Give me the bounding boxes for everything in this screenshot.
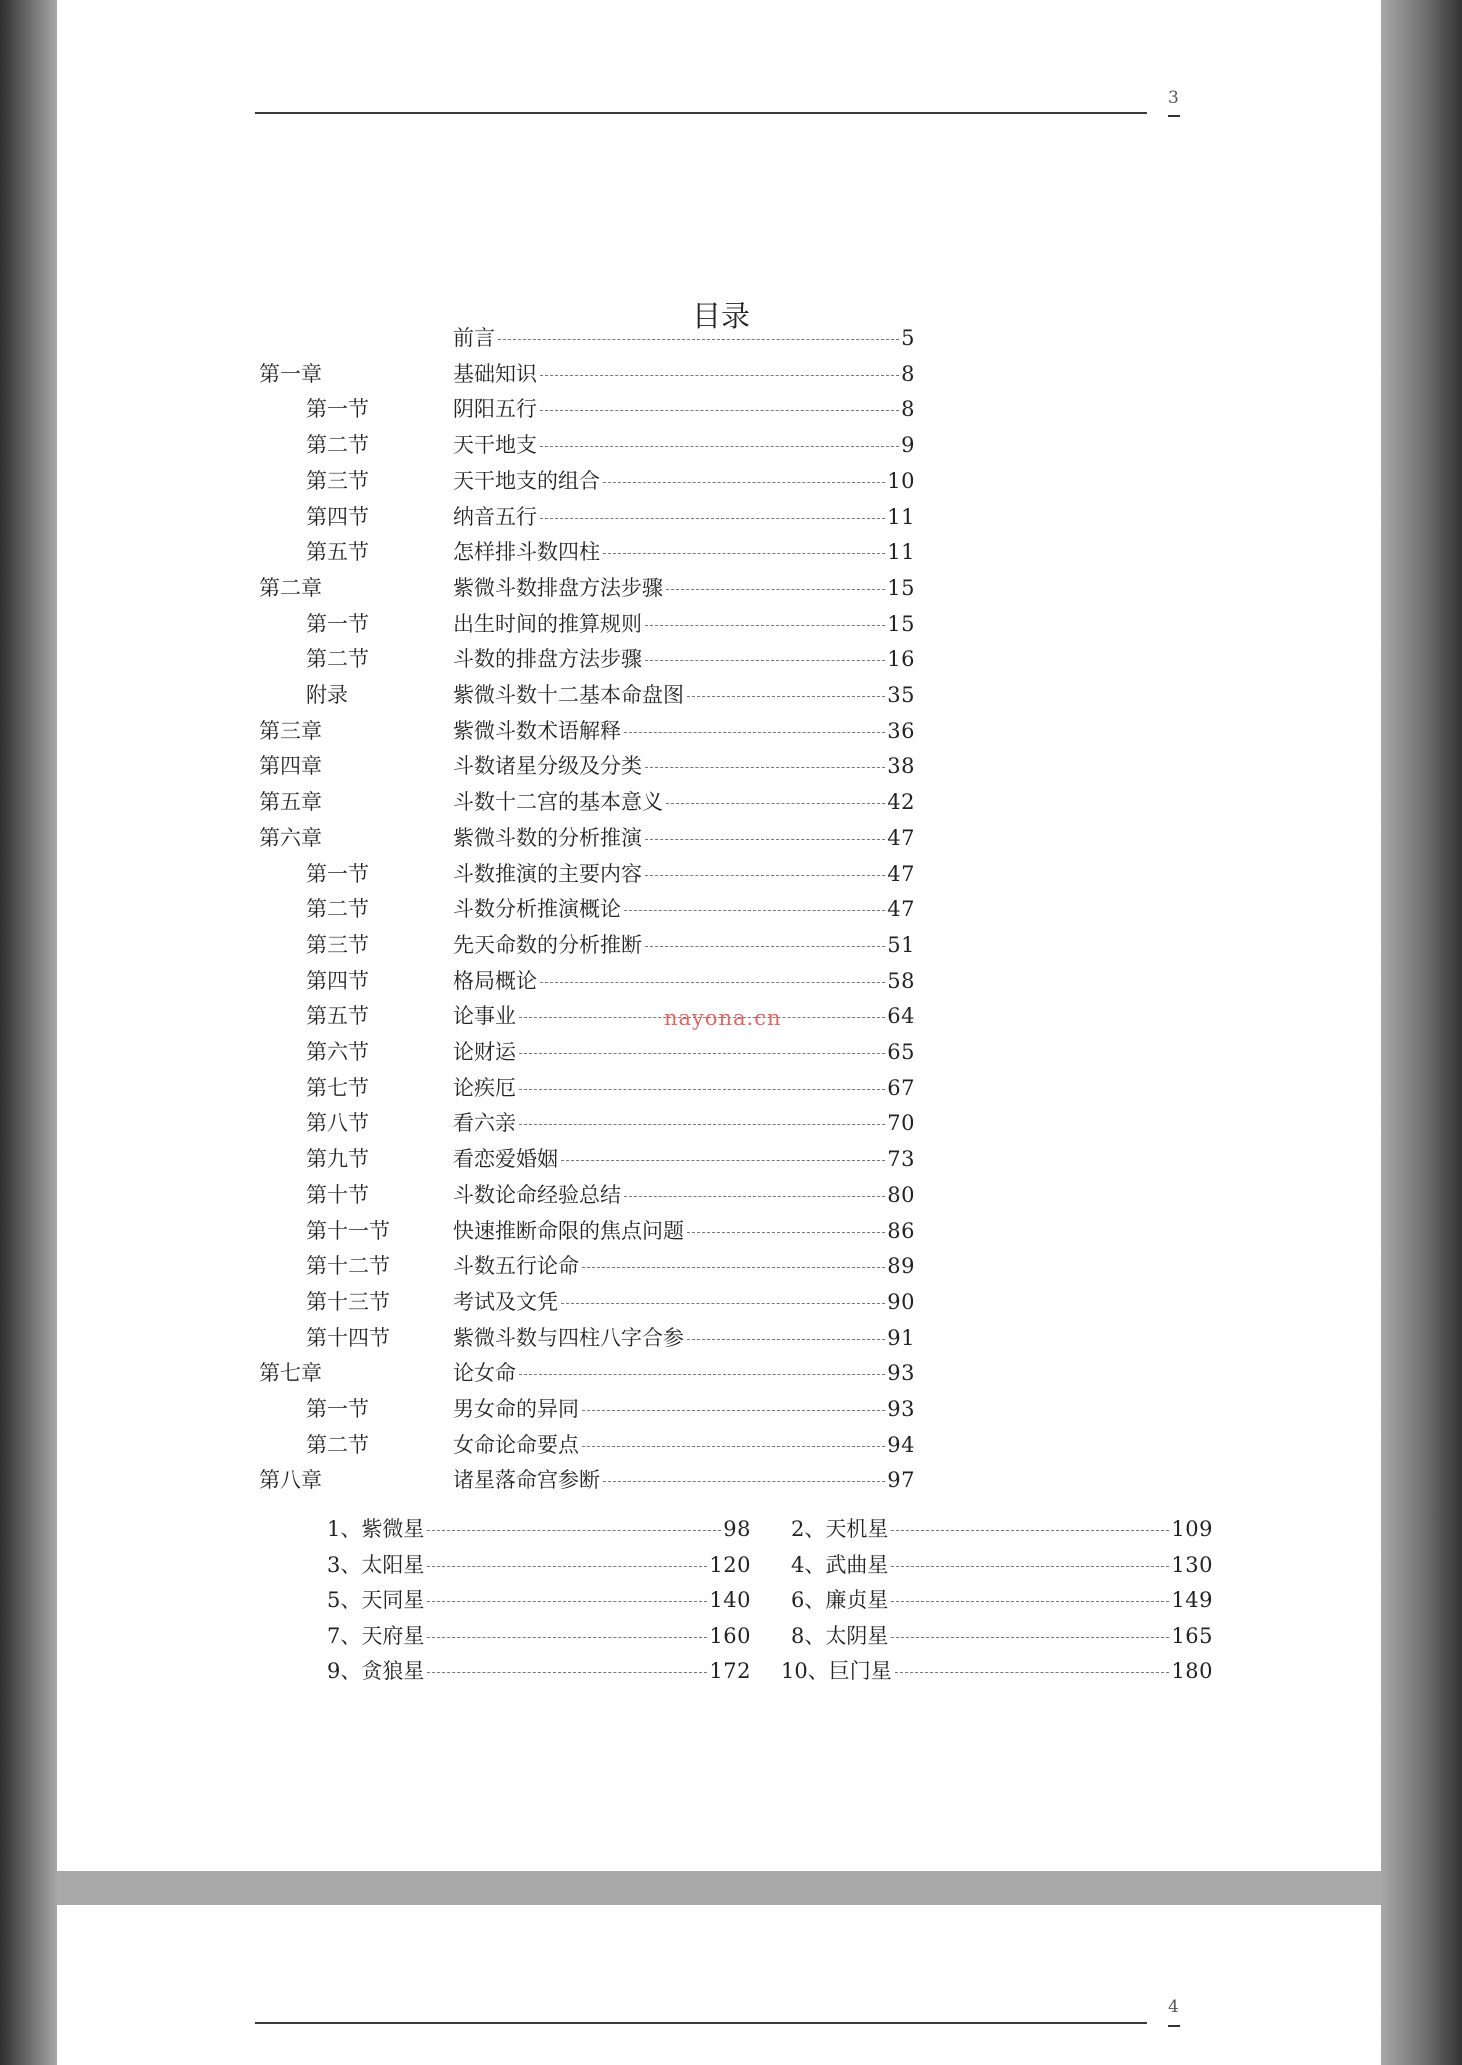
header-page-number: 4 [1168, 1997, 1179, 2017]
star-name: 天府星 [361, 1623, 425, 1648]
toc-entry-page: 51 [887, 932, 915, 957]
toc-label: 附录 [306, 683, 348, 707]
toc-entry-page: 91 [887, 1325, 915, 1350]
toc-row [57, 929, 1381, 961]
toc-row [57, 679, 1381, 711]
dotted-leader [582, 1446, 885, 1447]
toc-entry-title: 论疾厄 [453, 1075, 516, 1100]
toc-entry-page: 64 [887, 1004, 915, 1029]
page-number-underline [1168, 115, 1180, 117]
dotted-leader [645, 946, 885, 947]
toc-entry-title: 论女命 [453, 1361, 516, 1386]
toc-row [57, 893, 1381, 925]
toc-entry-page: 38 [887, 754, 915, 779]
toc-entry[interactable] [453, 1072, 915, 1104]
header-rule [255, 2022, 1147, 2024]
dotted-leader [427, 1601, 707, 1602]
toc-label: 第四节 [306, 968, 369, 993]
toc-entry-title: 斗数诸星分级及分类 [453, 754, 642, 779]
dotted-leader [519, 1089, 885, 1090]
toc-entry[interactable] [453, 929, 915, 961]
toc-label: 第五章 [259, 790, 322, 815]
dotted-leader [687, 696, 885, 697]
toc-entry[interactable] [453, 1322, 915, 1354]
dotted-leader [603, 482, 885, 483]
dotted-leader [519, 1124, 885, 1125]
toc-entry[interactable] [453, 715, 915, 747]
toc-label: 第一章 [259, 361, 322, 386]
toc-label: 第六节 [306, 1040, 369, 1064]
toc-label: 第十节 [306, 1182, 369, 1207]
toc-entry-title: 论财运 [453, 1040, 516, 1064]
toc-entry[interactable] [453, 1215, 915, 1247]
dotted-leader [666, 803, 885, 804]
toc-entry-page: 36 [887, 718, 915, 743]
dotted-leader [891, 1530, 1169, 1531]
star-name: 廉贞星 [825, 1588, 889, 1613]
star-entry[interactable] [791, 1513, 1213, 1545]
toc-entry-title: 先天命数的分析推断 [453, 932, 642, 957]
toc-entry[interactable] [453, 1357, 915, 1389]
toc-entry-title: 看六亲 [453, 1111, 516, 1136]
toc-label: 第二节 [306, 897, 369, 922]
dotted-leader [540, 982, 885, 983]
dotted-leader [687, 1339, 885, 1340]
toc-title: 目录 [691, 299, 750, 333]
star-page: 165 [1171, 1623, 1213, 1648]
dotted-leader [645, 839, 885, 840]
star-entry[interactable] [327, 1620, 751, 1652]
toc-label: 第八节 [306, 1111, 369, 1136]
star-entry[interactable] [791, 1620, 1213, 1652]
dotted-leader [561, 1303, 885, 1304]
toc-entry-page: 97 [887, 1468, 915, 1493]
toc-row [57, 1179, 1381, 1211]
toc-entry[interactable] [453, 965, 915, 997]
toc-entry-page: 15 [887, 575, 915, 600]
toc-entry[interactable] [453, 501, 915, 533]
star-name: 天机星 [825, 1517, 889, 1541]
star-name: 太阳星 [361, 1552, 425, 1577]
toc-entry-page: 70 [887, 1111, 915, 1136]
star-number: 1、 [327, 1517, 362, 1541]
toc-row [57, 715, 1381, 747]
toc-entry-page: 5 [901, 326, 915, 350]
toc-entry-title: 紫微斗数排盘方法步骤 [453, 575, 663, 600]
toc-entry-page: 10 [887, 468, 915, 493]
document-page-4 [57, 1905, 1381, 2065]
toc-entry-page: 90 [887, 1289, 915, 1314]
toc-entry-page: 8 [901, 361, 915, 386]
toc-entry[interactable] [453, 822, 915, 854]
page-number-underline [1168, 2025, 1180, 2027]
toc-entry[interactable] [453, 786, 915, 818]
toc-row [57, 1464, 1381, 1496]
star-page: 109 [1171, 1517, 1213, 1541]
toc-entry-page: 11 [887, 540, 915, 565]
toc-row [57, 358, 1381, 390]
dotted-leader [540, 410, 899, 411]
dotted-leader [603, 1481, 885, 1482]
dotted-leader [891, 1566, 1169, 1567]
star-number: 10、 [781, 1659, 829, 1684]
toc-row [57, 465, 1381, 497]
dotted-leader [427, 1672, 707, 1673]
dotted-leader [666, 589, 885, 590]
toc-label: 第十四节 [306, 1325, 390, 1350]
star-name: 太阴星 [825, 1623, 889, 1648]
toc-entry-title: 基础知识 [453, 361, 537, 386]
toc-entry-title: 阴阳五行 [453, 397, 537, 422]
dotted-leader [519, 1053, 885, 1054]
toc-row [57, 536, 1381, 568]
toc-entry-title: 紫微斗数十二基本命盘图 [453, 683, 684, 707]
dotted-leader [582, 1267, 885, 1268]
toc-row [57, 572, 1381, 604]
dotted-leader [540, 518, 885, 519]
toc-row [57, 822, 1381, 854]
toc-label: 第九节 [306, 1147, 369, 1172]
star-name: 贪狼星 [361, 1659, 425, 1684]
star-page: 140 [709, 1588, 751, 1613]
toc-entry-title: 女命论命要点 [453, 1432, 579, 1457]
toc-entry[interactable] [453, 358, 915, 390]
star-name: 天同星 [361, 1588, 425, 1613]
toc-entry-page: 93 [887, 1361, 915, 1386]
toc-row [57, 1072, 1381, 1104]
toc-label: 第一节 [306, 611, 369, 636]
dotted-leader [645, 875, 885, 876]
dotted-leader [582, 1410, 885, 1411]
dotted-leader [540, 446, 899, 447]
star-number: 3、 [327, 1552, 362, 1577]
toc-label: 第五节 [306, 540, 369, 565]
star-entry[interactable] [791, 1549, 1213, 1581]
header-rule [255, 112, 1147, 114]
star-entry[interactable] [327, 1655, 751, 1687]
dotted-leader [645, 625, 885, 626]
toc-row [57, 1357, 1381, 1389]
toc-entry[interactable] [453, 1464, 915, 1496]
toc-entry[interactable] [453, 393, 915, 425]
toc-entry-title: 斗数论命经验总结 [453, 1182, 621, 1207]
toc-row [57, 501, 1381, 533]
toc-entry-title: 斗数的排盘方法步骤 [453, 647, 642, 672]
toc-entry-title: 男女命的异同 [453, 1397, 579, 1421]
star-page: 120 [709, 1552, 751, 1577]
toc-entry-page: 8 [901, 397, 915, 422]
star-page: 160 [709, 1623, 751, 1648]
toc-entry[interactable] [453, 750, 915, 782]
toc-entry[interactable] [453, 1393, 915, 1425]
toc-entry[interactable] [453, 1036, 915, 1068]
toc-entry-title: 紫微斗数与四柱八字合参 [453, 1325, 684, 1350]
toc-row [57, 608, 1381, 640]
star-number: 8、 [791, 1623, 826, 1648]
toc-row [57, 1286, 1381, 1318]
toc-label: 第七节 [306, 1075, 369, 1100]
toc-entry-title: 前言 [453, 326, 495, 350]
toc-entry-page: 94 [887, 1432, 915, 1457]
star-page: 98 [723, 1517, 751, 1541]
toc-entry-page: 47 [887, 897, 915, 922]
toc-row [57, 1036, 1381, 1068]
toc-label: 第二节 [306, 1432, 369, 1457]
toc-entry-title: 紫微斗数的分析推演 [453, 825, 642, 850]
toc-entry-page: 47 [887, 825, 915, 850]
star-name: 紫微星 [361, 1517, 425, 1541]
toc-entry-page: 58 [887, 968, 915, 993]
toc-entry-title: 格局概论 [453, 968, 537, 993]
toc-label: 第十一节 [306, 1218, 390, 1243]
dotted-leader [891, 1637, 1169, 1638]
star-entry[interactable] [327, 1549, 751, 1581]
toc-label: 第七章 [259, 1361, 322, 1386]
dotted-leader [427, 1637, 707, 1638]
toc-entry[interactable] [453, 1286, 915, 1318]
toc-entry-title: 出生时间的推算规则 [453, 611, 642, 636]
star-number: 9、 [327, 1659, 362, 1684]
toc-entry-title: 考试及文凭 [453, 1289, 558, 1314]
toc-entry-page: 73 [887, 1147, 915, 1172]
toc-label: 第二节 [306, 433, 369, 458]
star-entry[interactable] [327, 1513, 751, 1545]
toc-entry-page: 35 [887, 683, 915, 707]
toc-entry-title: 诸星落命宫参断 [453, 1468, 600, 1493]
star-page: 172 [709, 1659, 751, 1684]
dotted-leader [687, 1232, 885, 1233]
toc-row [57, 1143, 1381, 1175]
toc-entry[interactable] [453, 429, 915, 461]
toc-label: 第十二节 [306, 1254, 390, 1279]
toc-entry-title: 论事业 [453, 1004, 516, 1029]
toc-label: 第四章 [259, 754, 322, 779]
toc-entry-title: 看恋爱婚姻 [453, 1147, 558, 1172]
toc-entry[interactable] [453, 608, 915, 640]
toc-entry[interactable] [453, 893, 915, 925]
star-page: 180 [1171, 1659, 1213, 1684]
star-number: 6、 [791, 1588, 826, 1613]
dotted-leader [645, 767, 885, 768]
toc-entry[interactable] [453, 536, 915, 568]
star-number: 2、 [791, 1517, 826, 1541]
toc-row [57, 322, 1381, 354]
toc-entry-title: 怎样排斗数四柱 [453, 540, 600, 565]
toc-entry-page: 9 [901, 433, 915, 458]
dotted-leader [561, 1160, 885, 1161]
dotted-leader [895, 1672, 1170, 1673]
toc-entry[interactable] [453, 1143, 915, 1175]
toc-row [57, 1107, 1381, 1139]
star-number: 5、 [327, 1588, 362, 1613]
toc-entry[interactable] [453, 465, 915, 497]
toc-entry-page: 93 [887, 1397, 915, 1421]
toc-entry[interactable] [453, 572, 915, 604]
toc-entry-title: 斗数分析推演概论 [453, 897, 621, 922]
toc-row [57, 1215, 1381, 1247]
toc-label: 第三节 [306, 468, 369, 493]
toc-entry-title: 斗数五行论命 [453, 1254, 579, 1279]
toc-entry[interactable] [453, 643, 915, 675]
toc-entry[interactable] [453, 1250, 915, 1282]
star-name: 巨门星 [828, 1659, 892, 1684]
dotted-leader [624, 1196, 885, 1197]
toc-entry-title: 斗数推演的主要内容 [453, 861, 642, 886]
toc-label: 第四节 [306, 504, 369, 529]
dotted-leader [624, 910, 885, 911]
toc-row [57, 1429, 1381, 1461]
star-page: 130 [1171, 1552, 1213, 1577]
toc-label: 第二节 [306, 647, 369, 672]
toc-entry-title: 快速推断命限的焦点问题 [453, 1218, 684, 1243]
dotted-leader [519, 1374, 885, 1375]
toc-entry-page: 67 [887, 1075, 915, 1100]
toc-label: 第八章 [259, 1468, 322, 1493]
toc-label: 第十三节 [306, 1289, 390, 1314]
toc-entry-page: 80 [887, 1182, 915, 1207]
toc-label: 第一节 [306, 861, 369, 886]
toc-row [57, 1322, 1381, 1354]
dotted-leader [603, 553, 885, 554]
toc-row [57, 429, 1381, 461]
dotted-leader [624, 732, 885, 733]
watermark: nayona.cn [664, 1006, 782, 1030]
toc-label: 第一节 [306, 397, 369, 422]
toc-entry-page: 16 [887, 647, 915, 672]
toc-entry-page: 15 [887, 611, 915, 636]
toc-entry-title: 紫微斗数术语解释 [453, 718, 621, 743]
toc-row [57, 786, 1381, 818]
toc-row [57, 858, 1381, 890]
dotted-leader [540, 375, 899, 376]
toc-entry-page: 11 [887, 504, 915, 529]
toc-entry-page: 86 [887, 1218, 915, 1243]
toc-entry[interactable] [453, 1429, 915, 1461]
toc-row [57, 643, 1381, 675]
dotted-leader [427, 1530, 721, 1531]
toc-entry[interactable] [453, 679, 915, 711]
toc-label: 第三节 [306, 932, 369, 957]
toc-entry[interactable] [453, 1179, 915, 1211]
toc-label: 第五节 [306, 1004, 369, 1029]
dotted-leader [427, 1566, 707, 1567]
toc-entry-title: 斗数十二宫的基本意义 [453, 790, 663, 815]
toc-label: 第一节 [306, 1397, 369, 1421]
star-number: 4、 [791, 1552, 826, 1577]
toc-row [57, 393, 1381, 425]
toc-label: 第六章 [259, 825, 322, 850]
star-entry[interactable] [791, 1584, 1213, 1616]
toc-entry[interactable] [453, 858, 915, 890]
toc-label: 第二章 [259, 575, 322, 600]
star-entry[interactable] [781, 1655, 1213, 1687]
toc-row [57, 1250, 1381, 1282]
header-page-number: 3 [1168, 88, 1179, 108]
toc-row [57, 965, 1381, 997]
toc-entry-title: 纳音五行 [453, 504, 537, 529]
toc-entry-page: 65 [887, 1040, 915, 1064]
star-name: 武曲星 [825, 1552, 889, 1577]
toc-entry-page: 42 [887, 790, 915, 815]
toc-entry-page: 47 [887, 861, 915, 886]
toc-entry-title: 天干地支 [453, 433, 537, 458]
document-page-3 [57, 0, 1381, 1871]
dotted-leader [891, 1601, 1169, 1602]
toc-row [57, 750, 1381, 782]
dotted-leader [645, 660, 885, 661]
toc-label: 第三章 [259, 718, 322, 743]
star-number: 7、 [327, 1623, 362, 1648]
toc-entry[interactable] [453, 1107, 915, 1139]
star-page: 149 [1171, 1588, 1213, 1613]
toc-entry[interactable] [453, 322, 915, 354]
star-entry[interactable] [327, 1584, 751, 1616]
dotted-leader [498, 339, 899, 340]
toc-entry-page: 89 [887, 1254, 915, 1279]
toc-row [57, 1393, 1381, 1425]
toc-entry-title: 天干地支的组合 [453, 468, 600, 493]
